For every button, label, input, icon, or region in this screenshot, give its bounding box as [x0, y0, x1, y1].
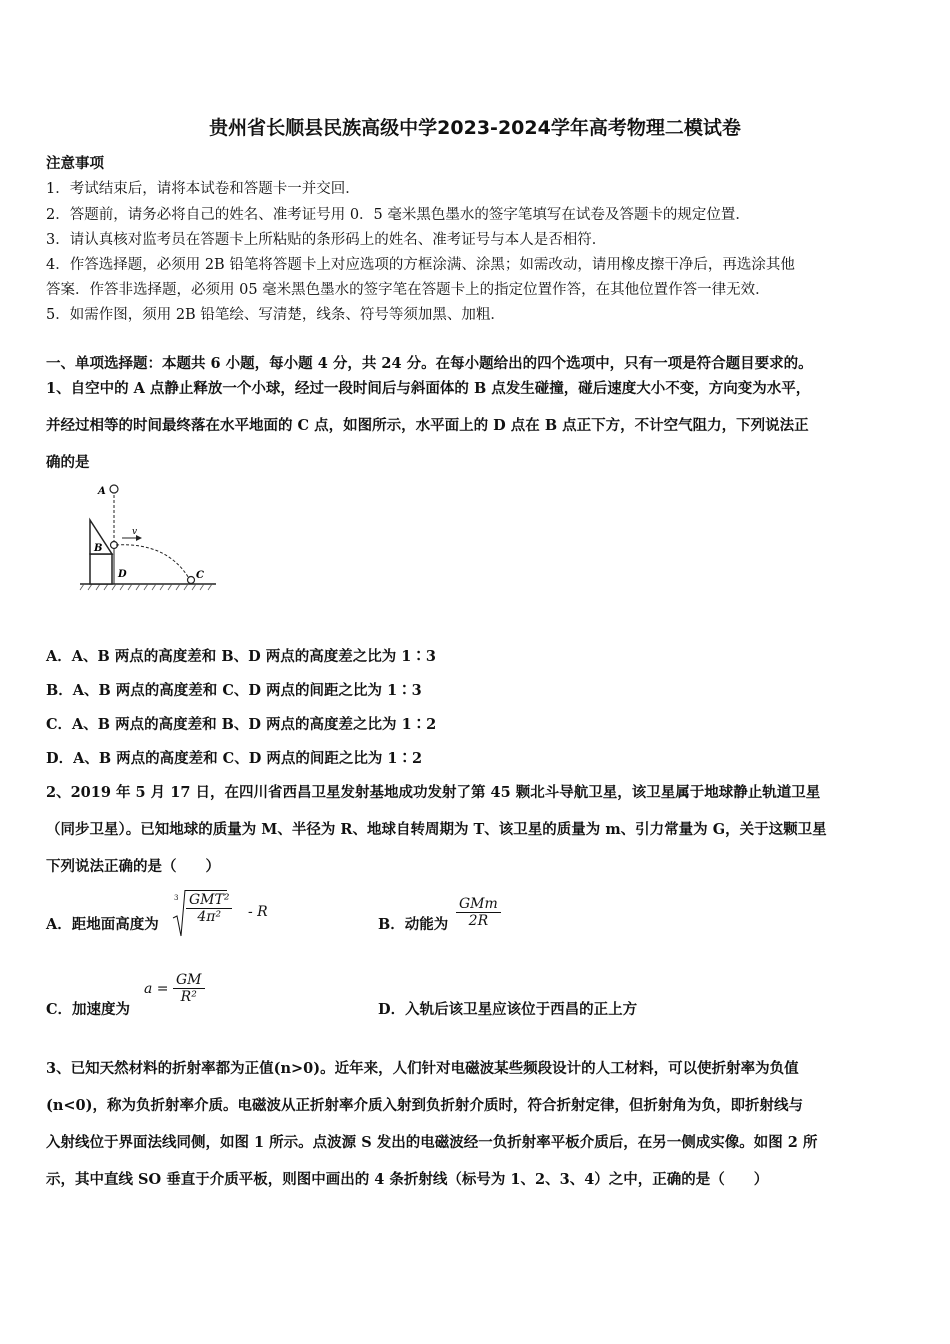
option-a-numerator: GMT²	[186, 892, 232, 909]
question-2-option-d[interactable]: D．入轨后该卫星应该位于西昌的正上方	[378, 1001, 638, 1018]
notice-item: 5．如需作图，须用 2B 铅笔绘、写清楚，线条、符号等须加黑、加粗．	[46, 307, 505, 323]
question-3-line: 入射线位于界面法线同侧，如图 1 所示。点波源 S 发出的电磁波经一负折射率平板介质后，在另一侧成实像。如图 2 所	[46, 1134, 818, 1151]
label-v: v	[132, 527, 138, 537]
notice-item: 答案．作答非选择题，必须用 05 毫米黑色墨水的签字笔在答题卡上的指定位置作答，在其他位置作答一律无效．	[46, 282, 770, 298]
section-heading: 一、单项选择题：本题共 6 小题，每小题 4 分，共 24 分。在每小题给出的四个选项中，只有一项是符合题目要求的。	[46, 355, 813, 372]
option-b-formula	[456, 896, 501, 929]
notice-item: 3．请认真核对监考员在答题卡上所粘贴的条形码上的姓名、准考证号与本人是否相符．	[46, 232, 607, 248]
incline-figure	[78, 480, 218, 600]
option-a-fraction	[186, 892, 232, 925]
option-c-formula	[144, 972, 205, 1005]
trajectory	[116, 545, 190, 580]
option-a-label: A．距地面高度为	[46, 916, 159, 933]
question-2-line: 2、2019 年 5 月 17 日，在四川省西昌卫星发射基地成功发射了第 45 颗北斗导航卫星，该卫星属于地球静止轨道卫星	[46, 784, 821, 801]
question-1-line: 并经过相等的时间最终落在水平地面的 C 点，如图所示，水平面上的 D 点在 B 点正下方，不计空气阻力，下列说法正	[46, 417, 809, 434]
option-a-denominator: 4π²	[197, 909, 222, 925]
question-3-line: (n<0)，称为负折射率介质。电磁波从正折射率介质入射到负折射介质时，符合折射定律，但折射角为负，即折射线与	[46, 1097, 803, 1114]
notice-item: 2．答题前，请务必将自己的姓名、准考证号用 0．5 毫米黑色墨水的签字笔填写在试卷及答题卡的规定位置．	[46, 207, 750, 223]
ball-c	[188, 577, 195, 584]
question-1-option-a[interactable]: A．A、B 两点的高度差和 B、D 两点的高度差之比为 1∶3	[46, 648, 436, 665]
label-c: C	[196, 570, 204, 581]
question-2-option-b[interactable]	[378, 913, 448, 934]
question-1-option-b[interactable]: B．A、B 两点的高度差和 C、D 两点的间距之比为 1∶3	[46, 682, 422, 699]
notice-heading: 注意事项	[46, 155, 104, 172]
option-c-numerator: GM	[173, 972, 205, 989]
question-1-option-c[interactable]: C．A、B 两点的高度差和 B、D 两点的高度差之比为 1∶2	[46, 716, 437, 733]
page-title: 贵州省长顺县民族高级中学2023-2024学年高考物理二模试卷	[209, 117, 741, 139]
option-b-numerator: GMm	[456, 896, 501, 913]
label-b: B	[94, 543, 103, 554]
notice-item: 1．考试结束后，请将本试卷和答题卡一并交回．	[46, 181, 360, 197]
question-2-line: （同步卫星）。已知地球的质量为 M、半径为 R、地球自转周期为 T、该卫星的质量为 m、引力常量为 G，关于这颗卫星	[46, 821, 827, 838]
ball-a	[110, 485, 118, 493]
question-1-line: 确的是	[46, 454, 90, 471]
question-2-line: 下列说法正确的是（ ）	[46, 858, 220, 875]
option-c-denominator: R²	[180, 989, 197, 1005]
block	[90, 554, 112, 584]
option-c-label: C．加速度为	[46, 1001, 131, 1018]
radical-sign-icon	[172, 888, 186, 938]
root-index: 3	[174, 894, 179, 902]
option-c-fraction	[173, 972, 205, 1005]
question-3-line: 3、已知天然材料的折射率都为正值(n>0)。近年来，人们针对电磁波某些频段设计的人工材料，可以使折射率为负值	[46, 1060, 799, 1077]
label-a: A	[98, 486, 106, 497]
question-1-line: 1、自空中的 A 点静止释放一个小球，经过一段时间后与斜面体的 B 点发生碰撞，碰后速度大小不变，方向变为水平，	[46, 380, 811, 397]
option-b-label: B．动能为	[378, 916, 449, 933]
question-2-option-c[interactable]	[46, 998, 130, 1019]
question-1-option-d[interactable]: D．A、B 两点的高度差和 C、D 两点的间距之比为 1∶2	[46, 750, 423, 767]
question-2-option-a[interactable]	[46, 913, 159, 934]
option-a-tail: - R	[248, 904, 268, 920]
question-3-line: 示，其中直线 SO 垂直于介质平板，则图中画出的 4 条折射线（标号为 1、2、3、4）之中，正确的是（ ）	[46, 1171, 769, 1188]
option-c-lhs: a =	[144, 980, 169, 997]
label-d: D	[118, 569, 127, 580]
option-b-fraction	[456, 896, 501, 929]
notice-item: 4．作答选择题，必须用 2B 铅笔将答题卡上对应选项的方框涂满、涂黑；如需改动，请用橡皮擦干净后，再选涂其他	[46, 257, 795, 273]
ground-hatching	[80, 584, 212, 590]
option-b-denominator: 2R	[468, 913, 489, 929]
